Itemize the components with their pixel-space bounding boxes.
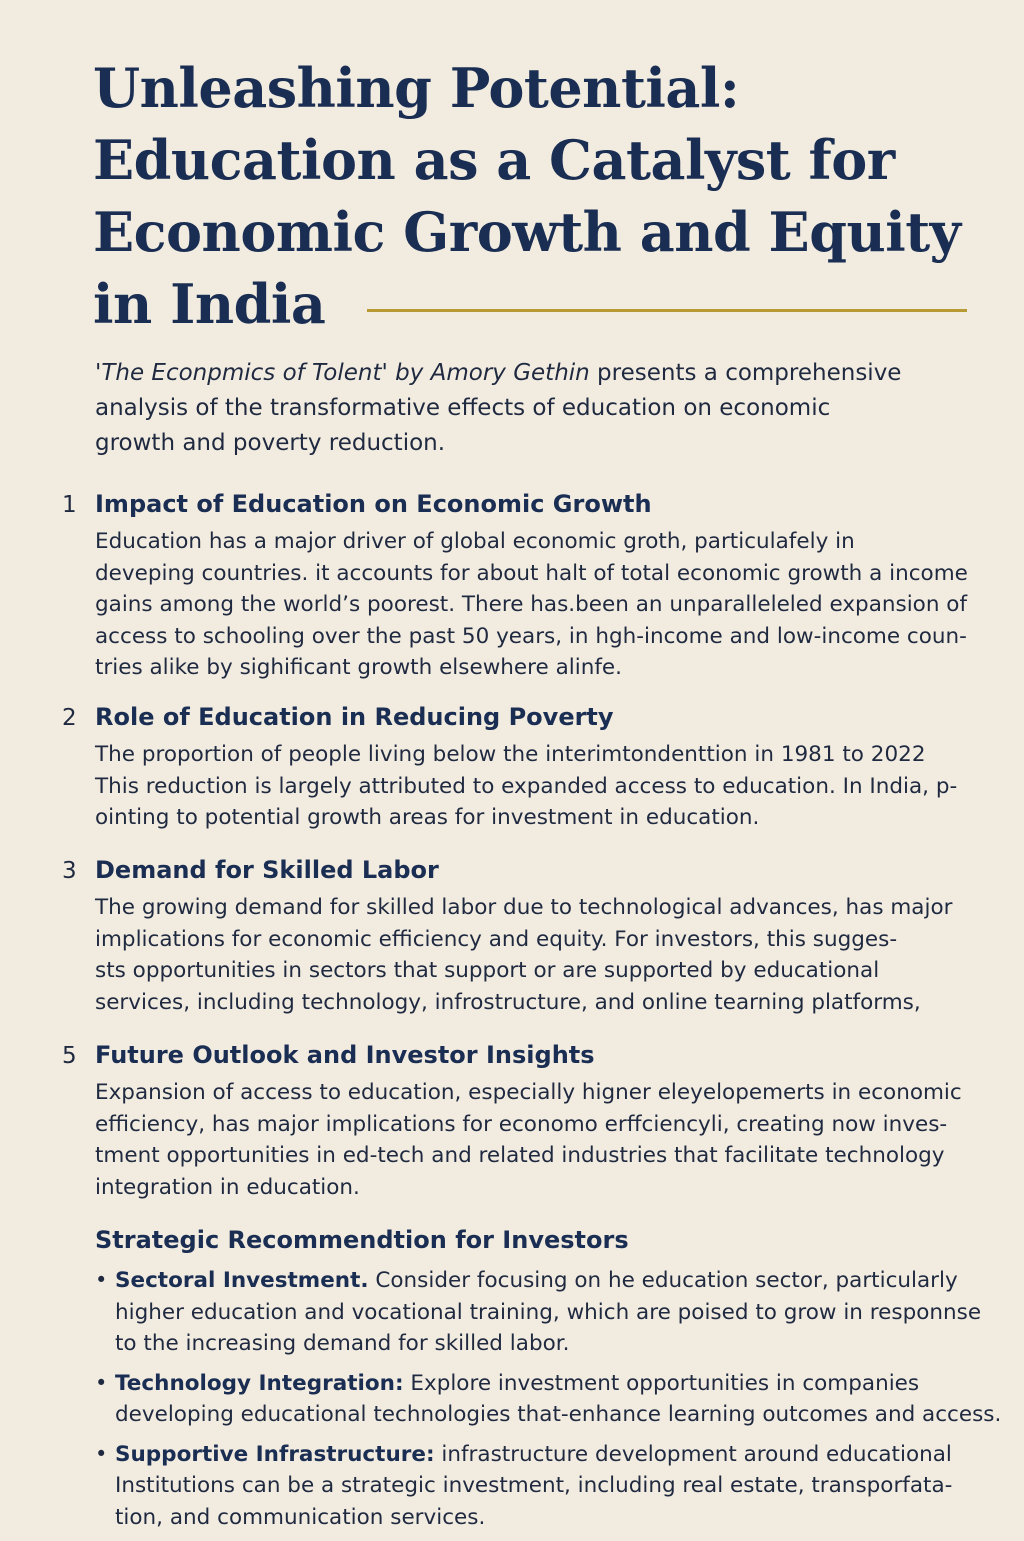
section-heading: Impact of Education on Economic Growth (95, 490, 652, 518)
recommendation-line: Institutions can be a strategic investment, including real estate, transporfata- (115, 1473, 953, 1498)
section-body-line: sts opportunities in sectors that support or are supported by educational (95, 958, 880, 983)
section-body-line: ointing to potential growth areas for investment in education. (95, 805, 760, 830)
intro-line-3: growth and poverty reduction. (95, 430, 446, 456)
recommendation-label: Supportive Infrastructure: (115, 1441, 435, 1467)
recommendation-line: to the increasing demand for skilled labor. (115, 1331, 570, 1356)
recommendation-text: infrastructure development around educational (434, 1441, 952, 1467)
section-body-line: services, including technology, infrostructure, and online tearning platforms, (95, 989, 921, 1015)
section-heading: Demand for Skilled Labor (95, 856, 439, 884)
list-item (95, 1368, 1005, 1431)
recommendations-heading: Strategic Recommendtion for Investors (95, 1226, 629, 1254)
recommendation-line: tion, and communication services. (115, 1504, 486, 1530)
section-body-line: access to schooling over the past 50 years, in hgh-income and low-income coun- (95, 623, 967, 649)
section-body (95, 1077, 965, 1203)
bullet-icon: • (95, 1370, 108, 1395)
section-economic-growth (62, 490, 968, 684)
section-body-line: Expansion of access to education, especially higner eleyelopemerts in economic (95, 1080, 962, 1105)
title-line-3: Economic Growth and Equity (93, 200, 961, 264)
recommendation-line: developing educational technologies that-enhance learning outcomes and access. (115, 1402, 1002, 1427)
bullet-icon: • (95, 1441, 108, 1466)
title-line-1: Unleashing Potential: (93, 56, 740, 120)
section-body-line: Education has a major driver of global economic groth, particulafely in (95, 529, 855, 554)
section-body-line: efficiency, has major implications for economo erffciencyli, creating now inves- (95, 1111, 948, 1137)
section-body-line: tment opportunities in ed-tech and related industries that facilitate technology (95, 1143, 945, 1168)
section-body-line: tries alike by sighificant growth elsewhere alinfe. (95, 655, 622, 680)
recommendation-label: Sectoral Investment. (115, 1268, 369, 1293)
section-number: 3 (62, 858, 77, 884)
title-line-4: in India (93, 272, 326, 336)
section-future-outlook (62, 1041, 962, 1203)
title-divider-rule (367, 309, 967, 312)
section-number: 5 (62, 1043, 77, 1069)
section-heading: Role of Education in Reducing Poverty (95, 703, 614, 731)
intro-line-1-rest: presents a comprehensive (589, 360, 902, 386)
recommendation-line: higher education and vocational training, which are poised to grow in responnse (115, 1299, 982, 1325)
section-skilled-labor (62, 856, 962, 1018)
page-title (93, 52, 993, 340)
list-item (95, 1439, 1005, 1534)
section-body (95, 526, 968, 684)
section-body-line: This reduction is largely attributed to expanded access to education. In India, p- (95, 773, 958, 799)
section-number: 2 (62, 705, 77, 731)
section-body (95, 739, 965, 834)
section-body-line: implications for economic efficiency and equity. For investors, this sugges- (95, 926, 898, 952)
book-reference: 'The Econpmics of Tolent' by Amory Gethin (95, 360, 590, 386)
recommendation-text: Consider focusing on he education sector, particularly (368, 1268, 958, 1293)
section-body-line: deveping countries. it accounts for about halt of total economic growth a income (95, 560, 968, 586)
section-body (95, 892, 965, 1018)
recommendation-label: Technology Integration: (115, 1370, 404, 1396)
intro-paragraph (95, 356, 975, 461)
section-number: 1 (62, 492, 77, 518)
recommendations-list (95, 1265, 1005, 1541)
section-reducing-poverty (62, 703, 962, 834)
section-body-line: The proportion of people living below the interimtondenttion in 1981 to 2022 (95, 742, 926, 767)
bullet-icon: • (95, 1268, 108, 1292)
section-body-line: integration in education. (95, 1174, 360, 1200)
title-line-2: Education as a Catalyst for (93, 128, 895, 192)
section-heading: Future Outlook and Investor Insights (95, 1041, 595, 1069)
recommendation-text: Explore investment opportunities in companies (403, 1370, 920, 1396)
intro-line-2: analysis of the transformative effects of education on economic (95, 395, 831, 421)
list-item (95, 1265, 1005, 1360)
section-body-line: The growing demand for skilled labor due to technological advances, has major (95, 895, 953, 920)
section-body-line: gains among the world’s poorest. There has.been an unparalleleled expansion of (95, 592, 968, 617)
